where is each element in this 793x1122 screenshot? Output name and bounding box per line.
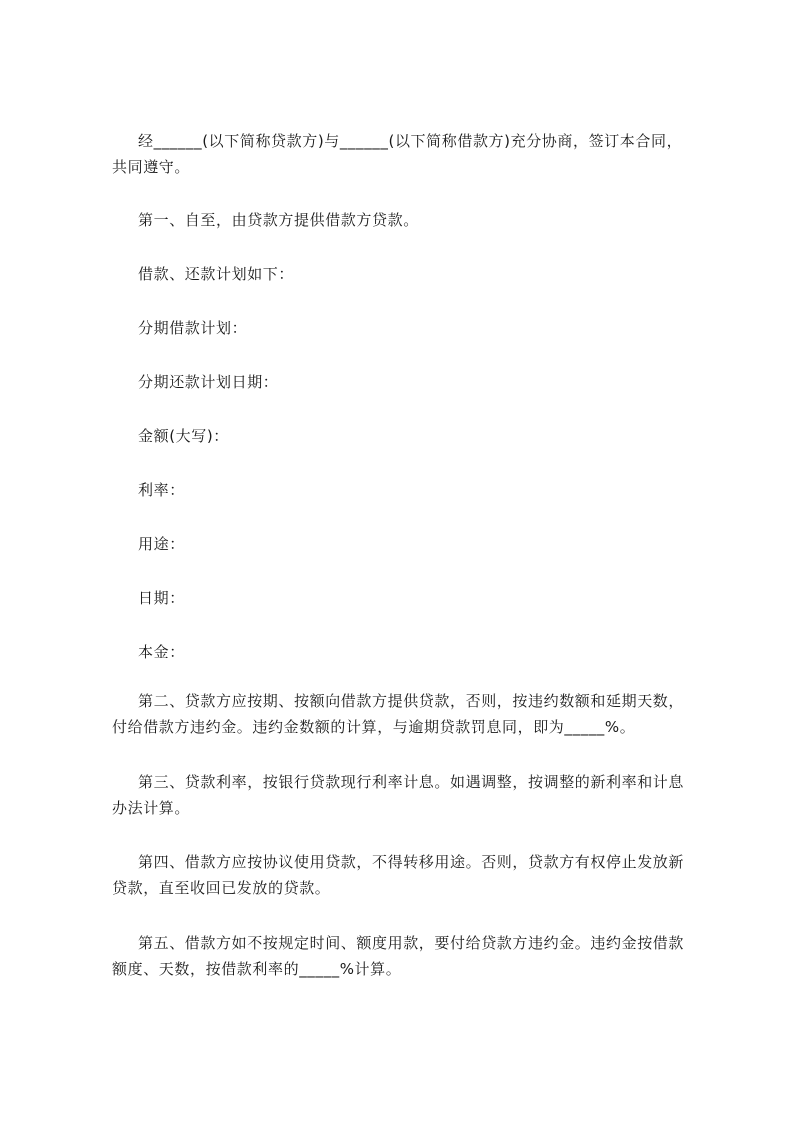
paragraph-preamble: 经______(以下简称贷款方)与______(以下简称借款方)充分协商，签订本合同，共同遵守。 [112,132,683,176]
paragraph-article-2: 第二、贷款方应按期、按额向借款方提供贷款，否则，按违约数额和延期天数，付给借款方违约金。违约金数额的计算，与逾期贷款罚息同，即为_____%。 [112,692,685,736]
paragraph-article-4: 第四、借款方应按协议使用贷款，不得转移用途。否则，贷款方有权停止发放新贷款，直至收回已发放的贷款。 [112,853,685,897]
paragraph-plan-heading: 借款、还款计划如下： [138,265,295,283]
paragraph-rate: 利率： [138,481,185,499]
paragraph-principal: 本金： [138,643,185,661]
paragraph-loan-plan: 分期借款计划： [138,319,248,337]
paragraph-article-1: 第一、自至，由贷款方提供借款方贷款。 [138,211,419,229]
paragraph-repayment-date: 分期还款计划日期： [138,373,279,391]
paragraph-date: 日期： [138,589,185,607]
paragraph-article-5: 第五、借款方如不按规定时间、额度用款，要付给贷款方违约金。违约金按借款额度、天数，按借款利率的_____%计算。 [112,934,685,978]
paragraph-amount: 金额(大写)： [138,427,229,445]
paragraph-article-3: 第三、贷款利率，按银行贷款现行利率计息。如遇调整，按调整的新利率和计息办法计算。 [112,773,685,817]
paragraph-purpose: 用途： [138,535,185,553]
